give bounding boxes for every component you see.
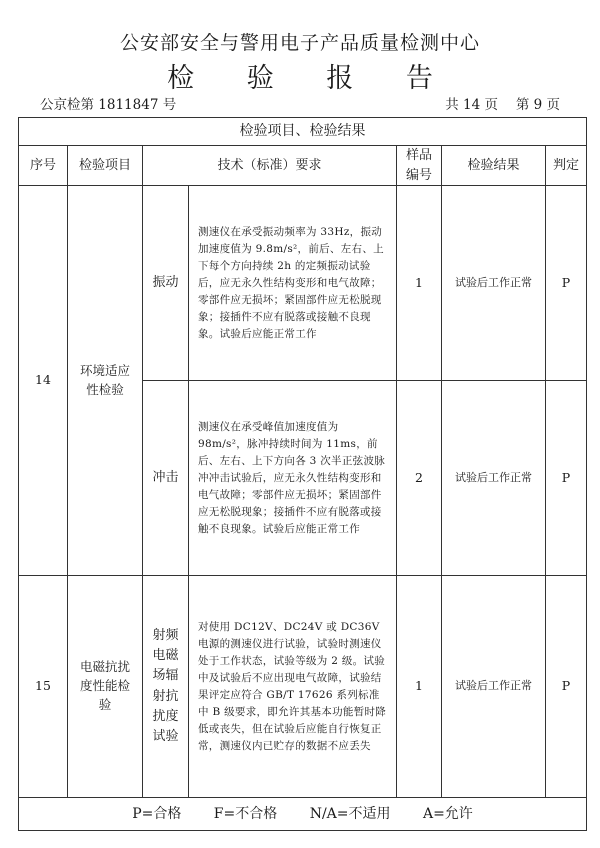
organization-name: 公安部安全与警用电子产品质量检测中心: [119, 32, 480, 54]
verdict: P: [546, 381, 587, 576]
row-seq: 14: [19, 186, 68, 576]
legend-fail: F=不合格: [213, 805, 278, 822]
row-item: 环境适应性检验: [68, 186, 143, 576]
sub-item-name: 射频电磁场辐射抗扰度试验: [143, 576, 189, 798]
report-title: 检 验 报 告: [167, 63, 455, 94]
requirement-text: 测速仪在承受峰值加速度值为 98m/s²，脉冲持续时间为 11ms，前后、左右、上下方向各 3 次半正弦波脉冲冲击试验后，应无永久性结构变形和电气故障；零部件应无损坏；紧固部件应无松脱现象；接插件不应有脱落或接触不良现象。试验后应能正常工作: [189, 381, 397, 576]
sample-number: 2: [397, 381, 442, 576]
result-text: 试验后工作正常: [442, 576, 546, 798]
requirement-text: 测速仪在承受振动频率为 33Hz，振动加速度值为 9.8m/s²，前后、左右、上下每个方向持续 2h 的定频振动试验后，应无永久性结构变形和电气故障；零部件应无损坏；紧固部件应无松脱现象；接插件不应有脱落或接触不良现象。试验后应能正常工作: [189, 186, 397, 381]
sub-item-name: 冲击: [143, 381, 189, 576]
result-text: 试验后工作正常: [442, 186, 546, 381]
result-text: 试验后工作正常: [442, 381, 546, 576]
table-row: [19, 576, 587, 798]
legend-allowed: A=允许: [422, 805, 473, 822]
sample-number: 1: [397, 576, 442, 798]
report-number: 公京检第 1811847 号: [40, 97, 177, 113]
sample-number: 1: [397, 186, 442, 381]
row-seq: 15: [19, 576, 68, 798]
table-caption: 检验项目、检验结果: [19, 118, 587, 146]
row-item: 电磁抗扰度性能检验: [68, 576, 143, 798]
verdict: P: [546, 186, 587, 381]
verdict-legend: [19, 798, 587, 831]
column-header-seq: 序号: [19, 146, 68, 186]
column-header-item: 检验项目: [68, 146, 143, 186]
verdict: P: [546, 576, 587, 798]
column-header-result: 检验结果: [442, 146, 546, 186]
page-info: 共 14 页 第 9 页: [445, 97, 560, 113]
column-header-verdict: 判定: [546, 146, 587, 186]
column-header-requirement: 技术（标准）要求: [143, 146, 397, 186]
inspection-results-table: [18, 117, 587, 831]
legend-pass: P=合格: [132, 805, 182, 822]
table-row: [19, 186, 587, 381]
column-header-sample: 样品编号: [397, 146, 442, 186]
sub-item-name: 振动: [143, 186, 189, 381]
requirement-text: 对使用 DC12V、DC24V 或 DC36V 电源的测速仪进行试验，试验时测速仪处于工作状态，试验等级为 2 级。试验中及试验后不应出现电气故障，试验结果评定应符合 GB/T 17626 系列标准中 B 级要求，即允许其基本功能暂时降低或丧失，但在试验后应能自行恢复正常，测速仪内已贮存的数据不应丢失: [189, 576, 397, 798]
legend-not-applicable: N/A=不适用: [309, 805, 391, 822]
